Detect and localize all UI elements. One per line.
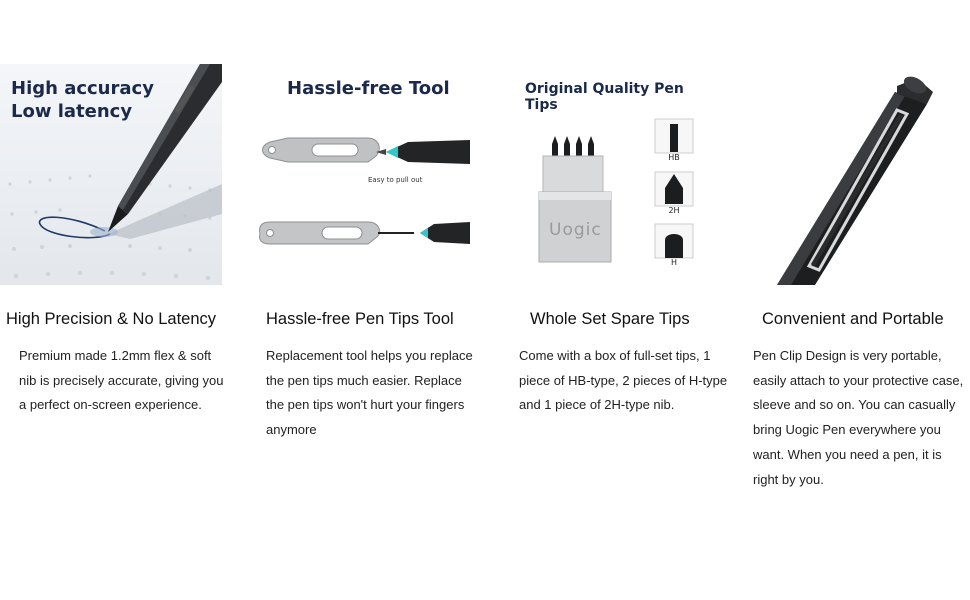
panel-heading: Convenient and Portable xyxy=(762,310,944,328)
tips-image xyxy=(497,64,719,285)
feature-panel-precision xyxy=(0,0,240,600)
description-line: a perfect on-screen experience. xyxy=(19,397,202,413)
panel-description xyxy=(753,344,963,492)
description-line: nib is precisely accurate, giving you xyxy=(19,372,224,388)
panel-heading: Whole Set Spare Tips xyxy=(530,310,690,328)
description-line: easily attach to your protective case, xyxy=(753,372,964,388)
description-line: piece of HB-type, 2 pieces of H-type xyxy=(519,372,728,388)
tip-label-h: H xyxy=(670,258,677,267)
panel-heading: Hassle-free Pen Tips Tool xyxy=(266,310,454,328)
description-line: Pen Clip Design is very portable, xyxy=(753,348,942,363)
tip-label-hb: HB xyxy=(668,153,680,162)
tool-image-caption: Easy to pull out xyxy=(368,176,423,184)
precision-image-title-line1: High accuracy xyxy=(11,78,154,99)
panel-description xyxy=(19,344,224,418)
tips-image-title: Original Quality Pen Tips xyxy=(525,81,684,113)
tool-image xyxy=(248,64,470,285)
description-line: want. When you need a pen, it is xyxy=(753,446,942,462)
description-line: the pen tips won't hurt your fingers xyxy=(266,397,465,413)
box-brand-label: Uogic xyxy=(549,220,602,240)
description-line: anymore xyxy=(266,422,317,438)
tool-image-title: Hassle-free Tool xyxy=(287,78,450,99)
panel-description xyxy=(266,344,473,443)
description-line: Premium made 1.2mm flex & soft xyxy=(19,348,212,363)
precision-image-title-line2: Low latency xyxy=(11,101,133,122)
description-line: Replacement tool helps you replace xyxy=(266,348,473,363)
feature-panel-tool xyxy=(248,0,488,600)
pen-clip-icon xyxy=(745,64,970,285)
panel-heading: High Precision & No Latency xyxy=(6,310,217,328)
description-line: bring Uogic Pen everywhere you xyxy=(753,422,941,438)
precision-image xyxy=(0,64,222,285)
tip-label-2h: 2H xyxy=(668,206,680,215)
description-line: the pen tips much easier. Replace xyxy=(266,372,462,388)
description-line: right by you. xyxy=(753,471,824,487)
feature-panel-tips xyxy=(497,0,737,600)
feature-panel-portable xyxy=(745,0,970,600)
description-line: sleeve and so on. You can casually xyxy=(753,397,956,413)
description-line: Come with a box of full-set tips, 1 xyxy=(519,348,711,363)
portable-image xyxy=(745,64,970,285)
description-line: and 1 piece of 2H-type nib. xyxy=(519,397,675,413)
panel-description xyxy=(519,344,727,418)
